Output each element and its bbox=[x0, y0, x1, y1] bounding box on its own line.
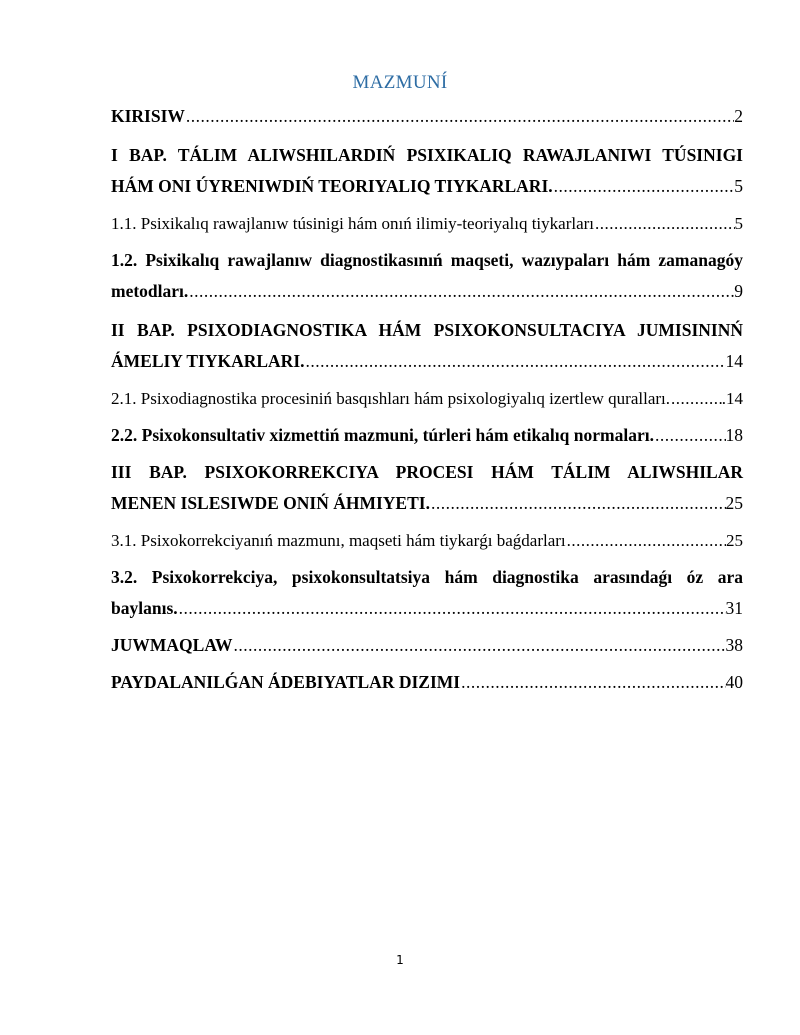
toc-entry-juwmaqlaw[interactable] bbox=[111, 630, 743, 661]
toc-entry-title: I BAP. TÁLIM ALIWSHILARDIŃ PSIXIKALIQ RAWAJLANIWI TÚSINIGI bbox=[111, 145, 743, 165]
toc-entry-title: 2.1. Psixodiagnostika procesiniń basqıshları hám psixologiyalıq izertlew quralları. bbox=[111, 389, 671, 408]
toc-page-number: 25 bbox=[726, 531, 743, 550]
toc-entry-title: 1.2. Psixikalıq rawajlanıw diagnostikasınıń maqseti, wazıypaları hám zamanagóy bbox=[111, 250, 743, 270]
toc-entry-title: JUWMAQLAW bbox=[111, 635, 233, 655]
toc-entry-title: KIRISIW bbox=[111, 106, 185, 126]
dot-leader bbox=[185, 101, 734, 132]
toc-entry-kirisiw[interactable] bbox=[111, 101, 743, 132]
toc-entry-title: II BAP. PSIXODIAGNOSTIKA HÁM PSIXOKONSULTACIYA JUMISININŃ bbox=[111, 320, 743, 340]
dot-leader bbox=[178, 593, 726, 624]
toc-page-number: 31 bbox=[725, 598, 743, 618]
toc-page-number: 9 bbox=[734, 281, 743, 301]
dot-leader bbox=[670, 383, 722, 414]
page-number: 1 bbox=[396, 953, 404, 967]
toc-page-number: .14 bbox=[721, 389, 743, 408]
dot-leader bbox=[553, 171, 735, 202]
toc-entry-chapter-1[interactable] bbox=[111, 140, 743, 202]
dot-leader bbox=[460, 667, 725, 698]
dot-leader bbox=[594, 208, 734, 239]
dot-leader bbox=[188, 276, 734, 307]
toc-entry-2-2[interactable] bbox=[111, 420, 743, 451]
toc-entry-references[interactable] bbox=[111, 667, 743, 698]
toc-entry-title: 3.2. Psixokorrekciya, psixokonsultatsiya hám diagnostika arasındaǵı óz ara bbox=[111, 567, 743, 587]
toc-entry-title: 2.2. Psixokonsultativ xizmettiń mazmuni, túrleri hám etikalıq normaları. bbox=[111, 425, 654, 445]
page-title: MAZMUNÍ bbox=[352, 72, 448, 93]
toc-page-number: 2 bbox=[734, 106, 743, 126]
toc-page-number: 38 bbox=[725, 635, 743, 655]
toc-entry-title-cont: MENEN ISLESIWDE ONIŃ ÁHMIYETI. bbox=[111, 493, 430, 513]
toc-entry-title: III BAP. PSIXOKORREKCIYA PROCESI HÁM TÁLIM ALIWSHILAR bbox=[111, 462, 743, 482]
toc-entry-title: 3.1. Psixokorrekciyanıń mazmunı, maqseti hám tiykarǵı baǵdarları bbox=[111, 531, 566, 550]
toc-page-number: 40 bbox=[725, 672, 743, 692]
toc-entry-title-cont: HÁM ONI ÚYRENIWDIŃ TEORIYALIQ TIYKARLARI. bbox=[111, 176, 553, 196]
toc-entry-chapter-2[interactable] bbox=[111, 315, 743, 377]
toc-entry-3-2[interactable] bbox=[111, 562, 743, 624]
dot-leader bbox=[566, 525, 726, 556]
toc-page-number: 5 bbox=[734, 176, 743, 196]
toc-entry-3-1[interactable] bbox=[111, 525, 743, 556]
toc-entry-title-cont: ÁMELIY TIYKARLARI. bbox=[111, 351, 305, 371]
toc-page-number: 5 bbox=[734, 214, 743, 233]
toc-entry-title: PAYDALANILǴAN ÁDEBIYATLAR DIZIMI bbox=[111, 672, 461, 692]
toc-entry-title: 1.1. Psixikalıq rawajlanıw túsinigi hám onıń ilimiy-teoriyalıq tiykarları bbox=[111, 214, 595, 233]
toc-entry-title-cont: metodları. bbox=[111, 281, 189, 301]
toc-page-number: 18 bbox=[725, 425, 743, 445]
dot-leader bbox=[233, 630, 726, 661]
dot-leader bbox=[654, 420, 726, 451]
toc-entry-1-2[interactable] bbox=[111, 245, 743, 307]
dot-leader bbox=[305, 346, 726, 377]
toc-entry-chapter-3[interactable] bbox=[111, 457, 743, 519]
table-of-contents bbox=[111, 101, 743, 698]
dot-leader bbox=[430, 488, 726, 519]
toc-page-number: 14 bbox=[725, 351, 743, 371]
toc-entry-title-cont: baylanıs. bbox=[111, 598, 178, 618]
toc-entry-2-1[interactable] bbox=[111, 383, 743, 414]
toc-entry-1-1[interactable] bbox=[111, 208, 743, 239]
toc-page-number: 25 bbox=[725, 493, 743, 513]
